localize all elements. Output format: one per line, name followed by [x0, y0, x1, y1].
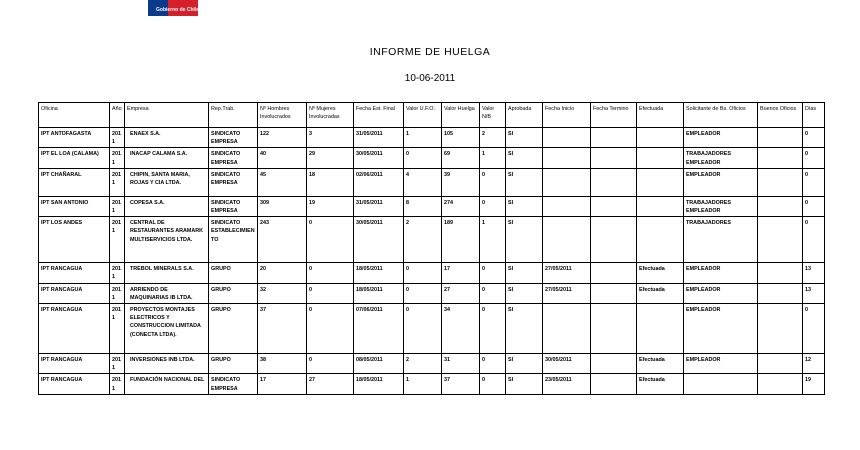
column-header: Valor Huelga — [442, 103, 480, 128]
table-cell: 0 — [803, 196, 825, 216]
table-cell: IPT RANCAGUA — [39, 304, 110, 354]
table-cell: 2011 — [110, 128, 125, 148]
table-cell: 18/05/2011 — [354, 283, 404, 303]
table-cell: EMPLEADOR — [684, 263, 758, 283]
table-cell: 02/06/2011 — [354, 168, 404, 196]
table-cell — [758, 217, 803, 263]
table-cell: 0 — [480, 196, 506, 216]
table-cell: SINDICATO EMPRESA — [209, 128, 258, 148]
table-cell: PROYECTOS MONTAJES ELECTRICOS Y CONSTRUCCION LIMITADA (CONECTA LTDA). — [125, 304, 209, 354]
table-cell: SI — [506, 196, 543, 216]
table-cell — [637, 168, 684, 196]
table-cell: 20 — [258, 263, 307, 283]
table-row — [39, 354, 825, 374]
column-header: Nº Mujeres Involucradas — [307, 103, 354, 128]
table-cell: CHIPIN, SANTA MARIA, ROJAS Y CIA LTDA. — [125, 168, 209, 196]
table-cell — [591, 263, 637, 283]
table-cell: SINDICATO EMPRESA — [209, 196, 258, 216]
table-cell: INVERSIONES INB LTDA. — [125, 354, 209, 374]
table-cell: 0 — [480, 168, 506, 196]
table-cell: 122 — [258, 128, 307, 148]
report-date: 10-06-2011 — [404, 73, 456, 84]
table-cell: IPT RANCAGUA — [39, 354, 110, 374]
table-cell: 34 — [442, 304, 480, 354]
table-cell: 0 — [307, 304, 354, 354]
table-cell: 18/05/2011 — [354, 263, 404, 283]
table-cell: FUNDACIÓN NACIONAL DEL — [125, 374, 209, 395]
table-cell: SI — [506, 283, 543, 303]
column-header: Valor U.F.O. — [404, 103, 442, 128]
table-cell — [591, 217, 637, 263]
table-cell: 30/05/2011 — [354, 217, 404, 263]
table-cell: 1 — [404, 128, 442, 148]
table-cell — [591, 128, 637, 148]
table-cell: 31/05/2011 — [354, 128, 404, 148]
strike-report-table — [38, 102, 825, 395]
table-cell — [591, 374, 637, 395]
table-cell: 69 — [442, 148, 480, 168]
table-cell: CENTRAL DE RESTAURANTES ARAMARK MULTISERVICIOS LTDA. — [125, 217, 209, 263]
table-cell: 08/05/2011 — [354, 354, 404, 374]
table-row — [39, 304, 825, 354]
table-cell: Efectuada — [637, 354, 684, 374]
table-cell: 0 — [404, 148, 442, 168]
table-cell — [591, 283, 637, 303]
table-cell: IPT SAN ANTONIO — [39, 196, 110, 216]
table-cell: COPESA S.A. — [125, 196, 209, 216]
table-cell: 2011 — [110, 304, 125, 354]
table-cell: 31 — [442, 354, 480, 374]
column-header: Buenos Oficios — [758, 103, 803, 128]
table-cell: ARRIENDO DE MAQUINARIAS IB LTDA. — [125, 283, 209, 303]
table-cell: IPT LOS ANDES — [39, 217, 110, 263]
table-row — [39, 217, 825, 263]
table-cell: 1 — [480, 148, 506, 168]
table-cell: 4 — [404, 168, 442, 196]
table-cell: SI — [506, 263, 543, 283]
table-cell — [591, 196, 637, 216]
table-cell: 105 — [442, 128, 480, 148]
table-cell: 0 — [307, 283, 354, 303]
table-cell: 17 — [258, 374, 307, 395]
table-cell: IPT CHAÑARAL — [39, 168, 110, 196]
table-cell — [758, 168, 803, 196]
table-cell — [591, 304, 637, 354]
table-cell: 1 — [480, 217, 506, 263]
table-cell: 0 — [404, 283, 442, 303]
table-cell: Efectuada — [637, 263, 684, 283]
table-cell — [684, 374, 758, 395]
table-cell: SI — [506, 374, 543, 395]
table-cell: ENAEX S.A. — [125, 128, 209, 148]
table-cell: 0 — [404, 263, 442, 283]
table-cell: 17 — [442, 263, 480, 283]
table-cell: SINDICATO EMPRESA — [209, 148, 258, 168]
table-cell: GRUPO — [209, 304, 258, 354]
column-header: Aprobada — [506, 103, 543, 128]
table-cell — [637, 196, 684, 216]
table-cell: Efectuada — [637, 283, 684, 303]
table-cell: IPT RANCAGUA — [39, 283, 110, 303]
table-cell: 19 — [803, 374, 825, 395]
table-cell — [543, 168, 591, 196]
table-cell: SI — [506, 217, 543, 263]
table-cell: GRUPO — [209, 354, 258, 374]
table-cell: 32 — [258, 283, 307, 303]
column-header: Empresa — [125, 103, 209, 128]
table-cell — [637, 217, 684, 263]
table-cell: 38 — [258, 354, 307, 374]
table-row — [39, 283, 825, 303]
table-cell — [758, 196, 803, 216]
table-cell: 30/05/2011 — [354, 148, 404, 168]
table-cell: 39 — [442, 168, 480, 196]
table-body — [39, 128, 825, 395]
table-cell: 19 — [307, 196, 354, 216]
table-cell: 37 — [442, 374, 480, 395]
table-cell: SI — [506, 354, 543, 374]
table-cell: 0 — [480, 283, 506, 303]
table-cell — [758, 148, 803, 168]
table-cell: 2011 — [110, 354, 125, 374]
table-cell: 1 — [404, 374, 442, 395]
table-cell: INACAP CALAMA S.A. — [125, 148, 209, 168]
table-cell: 18/05/2011 — [354, 374, 404, 395]
table-cell — [543, 304, 591, 354]
table-cell: GRUPO — [209, 263, 258, 283]
table-cell: SI — [506, 304, 543, 354]
table-cell: 07/06/2011 — [354, 304, 404, 354]
column-header: Fecha Termino — [591, 103, 637, 128]
table-cell: TREBOL MINERALS S.A. — [125, 263, 209, 283]
table-row — [39, 128, 825, 148]
table-cell — [591, 168, 637, 196]
table-cell: 31/05/2011 — [354, 196, 404, 216]
table-cell: 2011 — [110, 217, 125, 263]
table-cell: 27/05/2011 — [543, 263, 591, 283]
table-cell: GRUPO — [209, 283, 258, 303]
table-cell: 0 — [803, 168, 825, 196]
table-cell — [758, 283, 803, 303]
column-header: Fecha Inicio — [543, 103, 591, 128]
column-header: Valor N/B — [480, 103, 506, 128]
table-cell: IPT ANTOFAGASTA — [39, 128, 110, 148]
table-cell: 45 — [258, 168, 307, 196]
table-cell: 27 — [442, 283, 480, 303]
table-cell: 8 — [404, 196, 442, 216]
table-cell: TRABAJADORES — [684, 217, 758, 263]
table-cell: 2011 — [110, 148, 125, 168]
table-cell: SINDICATO EMPRESA — [209, 168, 258, 196]
table-cell: 0 — [803, 304, 825, 354]
table-cell: IPT RANCAGUA — [39, 263, 110, 283]
table-row — [39, 263, 825, 283]
column-header: Oficina — [39, 103, 110, 128]
table-cell: 13 — [803, 263, 825, 283]
table-row — [39, 374, 825, 395]
table-cell: 2011 — [110, 263, 125, 283]
table-cell: 3 — [307, 128, 354, 148]
table-cell: 13 — [803, 283, 825, 303]
table-cell — [637, 148, 684, 168]
table-cell: Efectuada — [637, 374, 684, 395]
table-cell: 2 — [404, 354, 442, 374]
table-cell: 189 — [442, 217, 480, 263]
table-cell — [758, 374, 803, 395]
table-cell: 2 — [480, 128, 506, 148]
table-cell: 29 — [307, 148, 354, 168]
table-cell: EMPLEADOR — [684, 128, 758, 148]
table-cell — [637, 304, 684, 354]
table-cell: IPT RANCAGUA — [39, 374, 110, 395]
table-cell: IPT EL LOA (CALAMA) — [39, 148, 110, 168]
table-cell: 0 — [307, 263, 354, 283]
column-header: Solicitante de Bs. Oficios — [684, 103, 758, 128]
table-cell: 2011 — [110, 283, 125, 303]
table-cell — [591, 354, 637, 374]
table-cell: 23/05/2011 — [543, 374, 591, 395]
table-cell: 27 — [307, 374, 354, 395]
table-cell: EMPLEADOR — [684, 168, 758, 196]
table-cell: SINDICATO EMPRESA — [209, 374, 258, 395]
table-cell — [543, 217, 591, 263]
table-cell: 0 — [803, 148, 825, 168]
table-cell: 0 — [803, 217, 825, 263]
table-cell: 12 — [803, 354, 825, 374]
table-cell — [543, 148, 591, 168]
table-cell: 274 — [442, 196, 480, 216]
table-cell: 0 — [307, 354, 354, 374]
table-cell: 309 — [258, 196, 307, 216]
table-cell — [758, 304, 803, 354]
table-cell: TRABAJADORES EMPLEADOR — [684, 148, 758, 168]
table-cell: 243 — [258, 217, 307, 263]
table-cell: 0 — [480, 374, 506, 395]
table-cell: 0 — [803, 128, 825, 148]
table-cell: SI — [506, 128, 543, 148]
table-cell: 2011 — [110, 196, 125, 216]
column-header: Días — [803, 103, 825, 128]
column-header: Fecha Est. Final — [354, 103, 404, 128]
table-row — [39, 196, 825, 216]
table-cell — [543, 196, 591, 216]
report-title: INFORME DE HUELGA — [369, 46, 491, 58]
table-cell: 40 — [258, 148, 307, 168]
table-cell: SI — [506, 148, 543, 168]
logo-text: Gobierno de Chile — [156, 7, 200, 13]
table-cell — [758, 263, 803, 283]
table-cell: 2 — [404, 217, 442, 263]
table-cell: TRABAJADORES EMPLEADOR — [684, 196, 758, 216]
table-cell — [758, 128, 803, 148]
column-header: Efectuada — [637, 103, 684, 128]
table-cell: 30/05/2011 — [543, 354, 591, 374]
table-cell — [591, 148, 637, 168]
table-cell — [543, 128, 591, 148]
table-cell: 2011 — [110, 168, 125, 196]
table-header-row — [39, 103, 825, 128]
table-cell: 0 — [307, 217, 354, 263]
column-header: Año — [110, 103, 125, 128]
table-cell — [637, 128, 684, 148]
table-cell: 18 — [307, 168, 354, 196]
table-cell: 27/05/2011 — [543, 283, 591, 303]
table-cell: EMPLEADOR — [684, 304, 758, 354]
table-cell: 0 — [480, 263, 506, 283]
table-row — [39, 168, 825, 196]
column-header: Rep.Trab. — [209, 103, 258, 128]
table-cell: 2011 — [110, 374, 125, 395]
column-header: Nº Hombres Involucrados — [258, 103, 307, 128]
table-cell: EMPLEADOR — [684, 283, 758, 303]
table-cell: SI — [506, 168, 543, 196]
table-cell: 0 — [480, 354, 506, 374]
table-cell — [758, 354, 803, 374]
table-cell: 0 — [404, 304, 442, 354]
table-cell: 37 — [258, 304, 307, 354]
table-cell: SINDICATO ESTABLECIMIENTO — [209, 217, 258, 263]
government-logo — [148, 0, 198, 16]
table-cell: EMPLEADOR — [684, 354, 758, 374]
table-row — [39, 148, 825, 168]
table-cell: 0 — [480, 304, 506, 354]
